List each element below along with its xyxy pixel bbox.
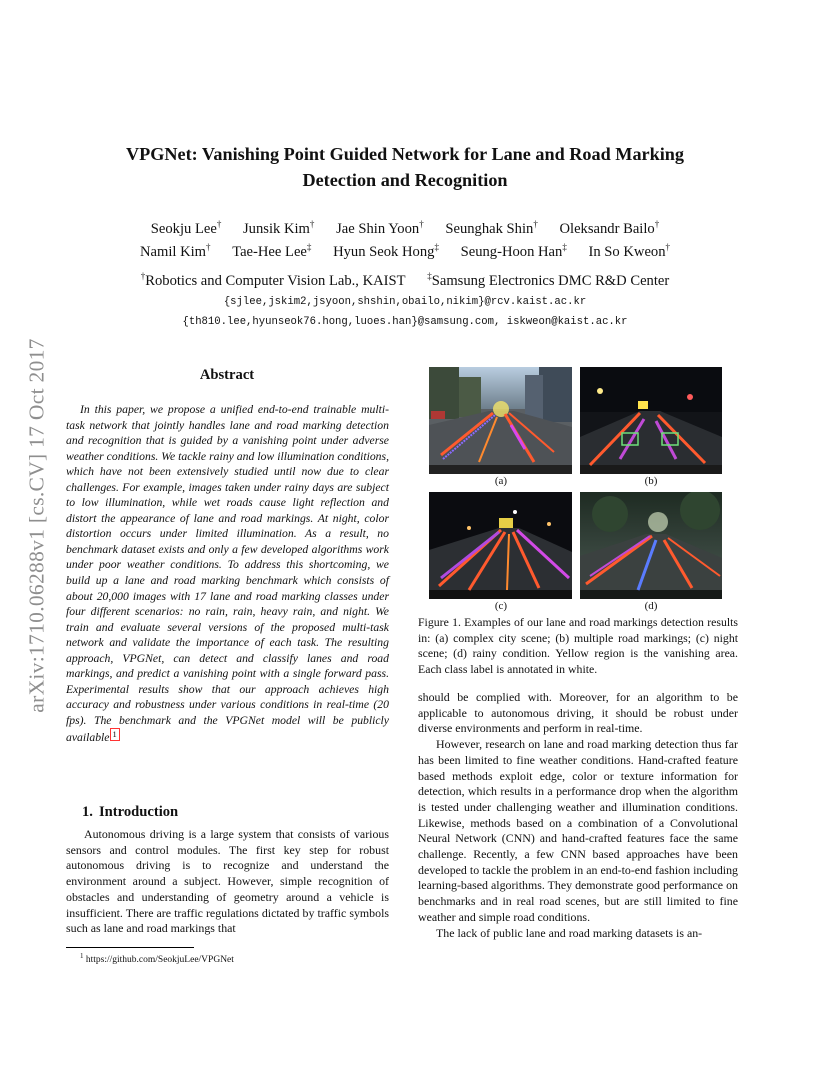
author: Hyun Seok Hong‡ (333, 242, 439, 260)
affiliation: †Robotics and Computer Vision Lab., KAIST (140, 271, 406, 289)
abstract-text: In this paper, we propose a unified end-to-end trainable multi-task network that jointly handles lane and road marking detection and recognition that is guided by a vanishing point under adverse weather conditions. We tackle rainy and low illumination conditions, which have not been extensively studied until now due to clear challenges. For example, images taken under rainy days are subject to low illumination, while wet roads cause light reflection and distort the appearance of lane and road markings. At night, color distortion occurs under limited illumination. As a result, no benchmark dataset exists and only a few developed algorithms work under poor weather conditions. To address this shortcoming, we build up a lane and road marking benchmark which consists of about 20,000 images with 17 lane and road marking classes under four different scenarios: no rain, rain, heavy rain, and night. We train and evaluate several versions of the proposed multi-task network and validate the importance of each task. The resulting approach, VPGNet, can detect and classify lanes and road markings, and predict a vanishing point with a single forward pass. Experimental results show that our approach achieves high accuracy and robustness under various conditions in real-time (20 fps). The benchmark and the VPGNet model will be publicly available (66, 403, 389, 745)
figure-image-night-scene (429, 492, 572, 599)
paragraph: should be complied with. Moreover, for an algorithm to be applicable to autonomous driving, it should be robust under diverse environments and perform in real-time. (418, 690, 738, 736)
footnote-number: 1 (80, 952, 84, 960)
footnote (80, 952, 234, 965)
email-line-1: {sjlee,jskim2,jsyoon,shshin,obailo,nikim}@rcv.kaist.ac.kr (223, 296, 587, 308)
author: In So Kweon† (588, 242, 671, 260)
affiliations (80, 271, 730, 290)
abstract-heading: Abstract (199, 367, 255, 383)
figure-image-city-scene (429, 367, 572, 474)
section-heading-introduction (82, 804, 178, 821)
subfigure-label-c: (c) (494, 600, 508, 612)
author: Seunghak Shin† (445, 219, 538, 237)
footnote-link[interactable]: 1 (110, 728, 120, 741)
paragraph-wrapper (418, 737, 738, 925)
author: Seung-Hoon Han‡ (460, 242, 567, 260)
author-list-row-1 (80, 219, 730, 238)
author-list-row-2 (80, 242, 730, 261)
author: Seokju Lee† (150, 219, 222, 237)
arxiv-identifier-text: arXiv:1710.06288v1 [cs.CV] 17 Oct 2017 (24, 337, 49, 713)
author: Tae-Hee Lee‡ (232, 242, 312, 260)
footnote-url[interactable]: https://github.com/SeokjuLee/VPGNet (85, 955, 234, 966)
footnote-divider (66, 947, 194, 948)
subfigure-label-b: (b) (644, 475, 658, 487)
subfigure-label-a: (a) (494, 475, 508, 487)
section-title: Introduction (98, 804, 179, 820)
introduction-text: Autonomous driving is a large system that consists of various sensors and control modules. The first key step for robust autonomous driving is to recognize and understand the environment around a subject. However, simple recognition of obstacles and understanding of geometry around a vehicle is insufficient. There are traffic regulations dictated by traffic symbols such as lane and road markings that (66, 827, 389, 936)
paragraph: However, research on lane and road marking detection thus far has been limited to fine weather conditions. Hand-crafted feature based methods exploit edge, color or texture information for detection, which results in a performance drop when the algorithm is tested under challenging weather and illumination conditions. Likewise, methods based on a combination of a Convolutional Neural Network (CNN) and hand-crafted features face the same challenge. Recently, a few CNN based approaches have been developed to tackle the problem in an end-to-end fashion including learning-based algorithms. They demonstrate good performance on benchmarks and in real road scenes, but are still limited to fine weather and simple road conditions. (418, 737, 738, 924)
abstract-body (66, 402, 389, 746)
email-line-2: {th810.lee,hyunseok76.hong,luoes.han}@samsung.com, iskweon@kaist.ac.kr (182, 316, 628, 328)
arxiv-identifier (22, 290, 52, 760)
figure-image-road-markings (580, 367, 722, 474)
title-line-1: VPGNet: Vanishing Point Guided Network for Lane and Road Marking (126, 144, 684, 164)
author: Oleksandr Bailo† (559, 219, 660, 237)
affiliation: ‡Samsung Electronics DMC R&D Center (427, 271, 670, 289)
figure-image-rainy-scene (580, 492, 722, 599)
paragraph: The lack of public lane and road marking datasets is an- (436, 925, 703, 940)
author: Namil Kim† (139, 242, 211, 260)
author: Jae Shin Yoon† (336, 219, 424, 237)
author: Junsik Kim† (243, 219, 315, 237)
title-line-2: Detection and Recognition (302, 170, 508, 190)
introduction-body (66, 827, 389, 937)
paper-title (80, 141, 730, 193)
subfigure-label-d: (d) (644, 600, 658, 612)
section-number: 1. (82, 804, 93, 820)
paragraph-wrapper (418, 926, 738, 942)
right-column-body (418, 690, 738, 941)
figure-caption: Figure 1. Examples of our lane and road markings detection results in: (a) complex city scene; (b) multiple road markings; (c) night scene; (d) rainy condition. Yellow region is the vanishing area. Each class label is annotated in white. (418, 615, 738, 676)
